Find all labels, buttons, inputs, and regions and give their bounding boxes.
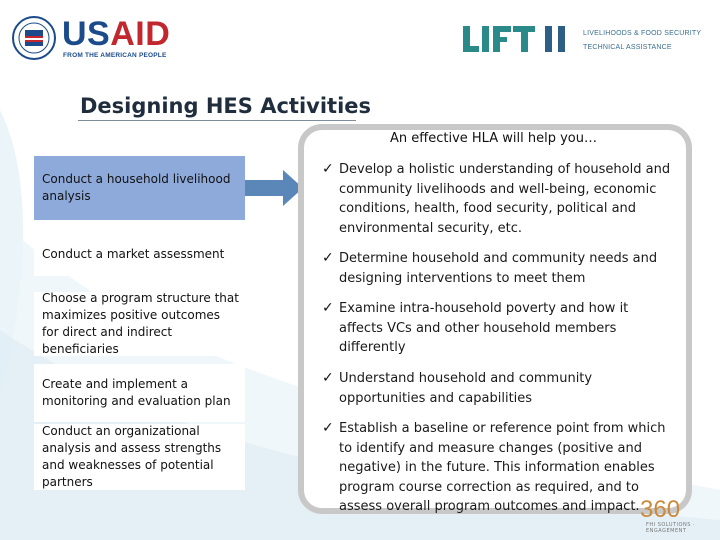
right-arrow-icon [245,168,305,208]
left-item-monitoring-plan: Create and implement a monitoring and evaluation plan [34,364,245,422]
usaid-seal-icon [12,16,56,60]
bullet-text: Determine household and community needs and designing interventions to meet them [339,251,658,286]
bullet-text: Develop a holistic understanding of household and community livelihoods and well-being, economic conditions, health, food security, political and environmental security, etc. [339,162,671,236]
lift-tagline-1: LIVELIHOODS & FOOD SECURITY [583,30,702,37]
panel-heading: An effective HLA will help you… [390,131,597,146]
left-item-market-assessment: Conduct a market assessment [34,232,245,276]
bullet-text: Examine intra-household poverty and how it affects VCs and other household members differently [339,301,629,355]
usaid-wordmark [62,17,170,51]
checkmark-icon: ✓ [322,370,334,386]
checkmark-icon: ✓ [322,161,334,177]
checkmark-icon: ✓ [322,250,334,266]
bullet-opportunities [322,369,672,408]
title-underline [78,120,356,121]
bullet-determine-needs [322,249,672,288]
checkmark-icon: ✓ [322,420,334,436]
lift-tagline-2: TECHNICAL ASSISTANCE [583,44,672,51]
usaid-wordmark-aid: AID [110,15,171,53]
bullet-text: Understand household and community opportunities and capabilities [339,371,593,406]
bullet-text: Establish a baseline or reference point from which to identify and measure changes (positive and negative) in the future. This information enables program course correction as required, and to assess overall program outcomes and impact. [339,421,666,514]
usaid-wordmark-us: US [62,15,111,53]
left-item-organizational-analysis: Conduct an organizational analysis and assess strengths and weaknesses of potential partners [34,424,245,490]
badge-360-subtitle: FHI SOLUTIONS · ENGAGEMENT [646,522,696,534]
badge-360-logo: 360 [640,496,681,523]
page-title: Designing HES Activities [80,94,372,118]
checkmark-icon: ✓ [322,300,334,316]
bullet-establish-baseline [322,419,672,517]
lift-ii-logo [463,22,573,56]
left-item-program-structure: Choose a program structure that maximizes positive outcomes for direct and indirect beneficiaries [34,292,245,356]
left-item-household-analysis: Conduct a household livelihood analysis [34,156,245,220]
bullet-intra-household-poverty [322,299,672,358]
bullet-holistic-understanding [322,160,672,238]
usaid-tagline: FROM THE AMERICAN PEOPLE [63,52,167,59]
